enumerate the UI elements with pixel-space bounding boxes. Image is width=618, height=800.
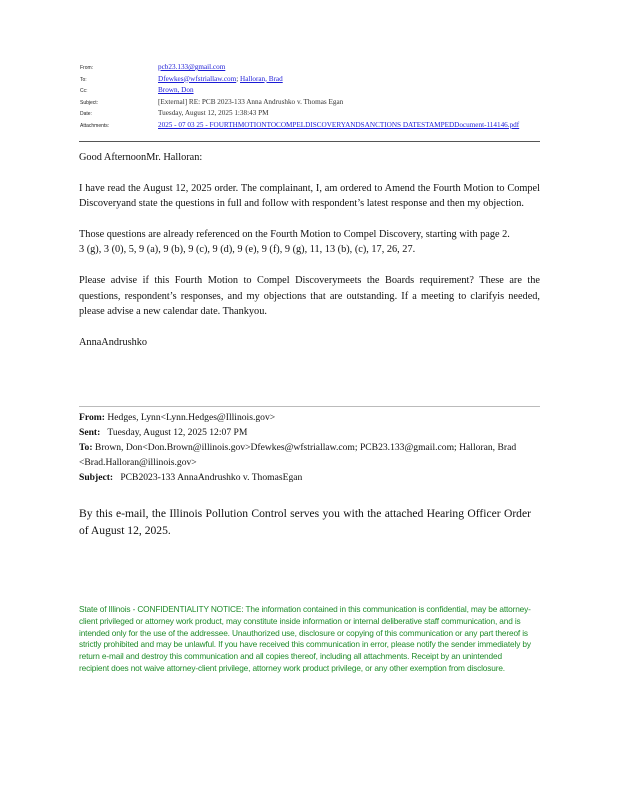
fwd-subject-row xyxy=(79,470,540,485)
fwd-subject-value: PCB2023-133 AnnaAndrushko v. ThomasEgan xyxy=(120,472,303,483)
date-value: Tuesday, August 12, 2025 1:38:43 PM xyxy=(158,109,269,117)
fwd-subject-label: Subject: xyxy=(79,472,114,483)
fwd-sent-row xyxy=(79,425,540,440)
subject-value: [External] RE: PCB 2023-133 Anna Andrushko v. Thomas Egan xyxy=(158,97,344,106)
header-from-row xyxy=(80,62,540,74)
header-to-row xyxy=(80,74,540,86)
to-separator: ; xyxy=(236,74,239,83)
fwd-to-row xyxy=(79,440,540,470)
from-label: From: xyxy=(80,65,94,71)
fwd-sent-value: Tuesday, August 12, 2025 12:07 PM xyxy=(107,427,248,438)
fwd-from-label: From: xyxy=(79,412,105,423)
subject-label: Subject: xyxy=(80,99,99,106)
body-paragraph-3: Please advise if this Fourth Motion to Compel Discoverymeets the Boards requirement? These are the questions, respondent’s responses, and my objections that are outstanding. If a meeting to clarifyis needed, please advise a new calendar date. Thankyou. xyxy=(79,274,540,318)
forwarded-message: By this e-mail, the Illinois Pollution Control serves you with the attached Hearing Officer Order of August 12, 2025. xyxy=(79,507,531,537)
body-paragraph-1: I have read the August 12, 2025 order. The complainant, I, am ordered to Amend the Fourth Motion to Compel Discoveryand state the questions in full and follow with respondent’s latest response and then my objection. xyxy=(79,182,540,210)
body-paragraph-2: Those questions are already referenced on the Fourth Motion to Compel Discovery, starting with page 2. xyxy=(79,228,510,240)
header-cc-row xyxy=(80,85,540,97)
fwd-from-value: Hedges, Lynn<Lynn.Hedges@Illinois.gov> xyxy=(107,412,276,423)
forward-divider xyxy=(79,406,540,407)
greeting: Good AfternoonMr. Halloran: xyxy=(79,152,203,163)
header-date-row xyxy=(80,108,540,120)
fwd-to-label: To: xyxy=(79,442,93,453)
question-list: 3 (g), 3 (0), 5, 9 (a), 9 (b), 9 (c), 9 (d), 9 (e), 9 (f), 9 (g), 11, 13 (b), (c), 17, 26, 27. xyxy=(79,244,416,256)
cc-contact-link[interactable]: Brown, Don xyxy=(158,86,194,94)
to-email-link[interactable]: Dfewkes@wfstriallaw.com xyxy=(158,74,237,83)
header-subject-row xyxy=(80,97,540,109)
attachments-label: Attachments: xyxy=(80,122,110,129)
to-contact-link[interactable]: Halloran, Brad xyxy=(240,74,283,83)
header-attachments-row xyxy=(80,120,540,132)
from-email-link[interactable]: pcb23.133@gmail.com xyxy=(158,63,226,71)
fwd-sent-label: Sent: xyxy=(79,427,101,438)
fwd-from-row xyxy=(79,410,540,425)
confidentiality-notice: State of Illinois - CONFIDENTIALITY NOTICE: The information contained in this communication is confidential, may be attorney-client privileged or attorney work product, may constitute inside information or internal deliberative staff communication, and is intended only for the use of the addressee. Unauthorized use, disclosure or copying of this communication or any part thereof is strictly prohibited and may be unlawful. If you have received this communication in error, please notify the sender immediately by return e-mail and destroy this communication and all copies thereof, including all attachments. Receipt by an unintended recipient does not waive attorney-client privilege, attorney work product privilege, or any other exemption from disclosure. xyxy=(79,604,531,673)
email-header xyxy=(80,62,540,131)
attachment-link[interactable]: 2025 - 07 03 25 - FOURTHMOTIONTOCOMPELDISCOVERYANDSANCTIONS DATESTAMPEDDocument-114146.pdf xyxy=(158,120,520,129)
email-body xyxy=(79,150,540,350)
header-divider xyxy=(79,141,540,142)
date-label: Date: xyxy=(80,111,92,117)
fwd-to-value: Brown, Don<Don.Brown@illinois.gov>Dfewkes@wfstriallaw.com; PCB23.133@gmail.com; Halloran, Brad <Brad.Halloran@illinois.gov> xyxy=(79,442,517,468)
signature: AnnaAndrushko xyxy=(79,336,148,348)
cc-label: Cc: xyxy=(80,88,88,94)
to-label: To: xyxy=(80,76,87,83)
forwarded-header xyxy=(79,410,540,485)
